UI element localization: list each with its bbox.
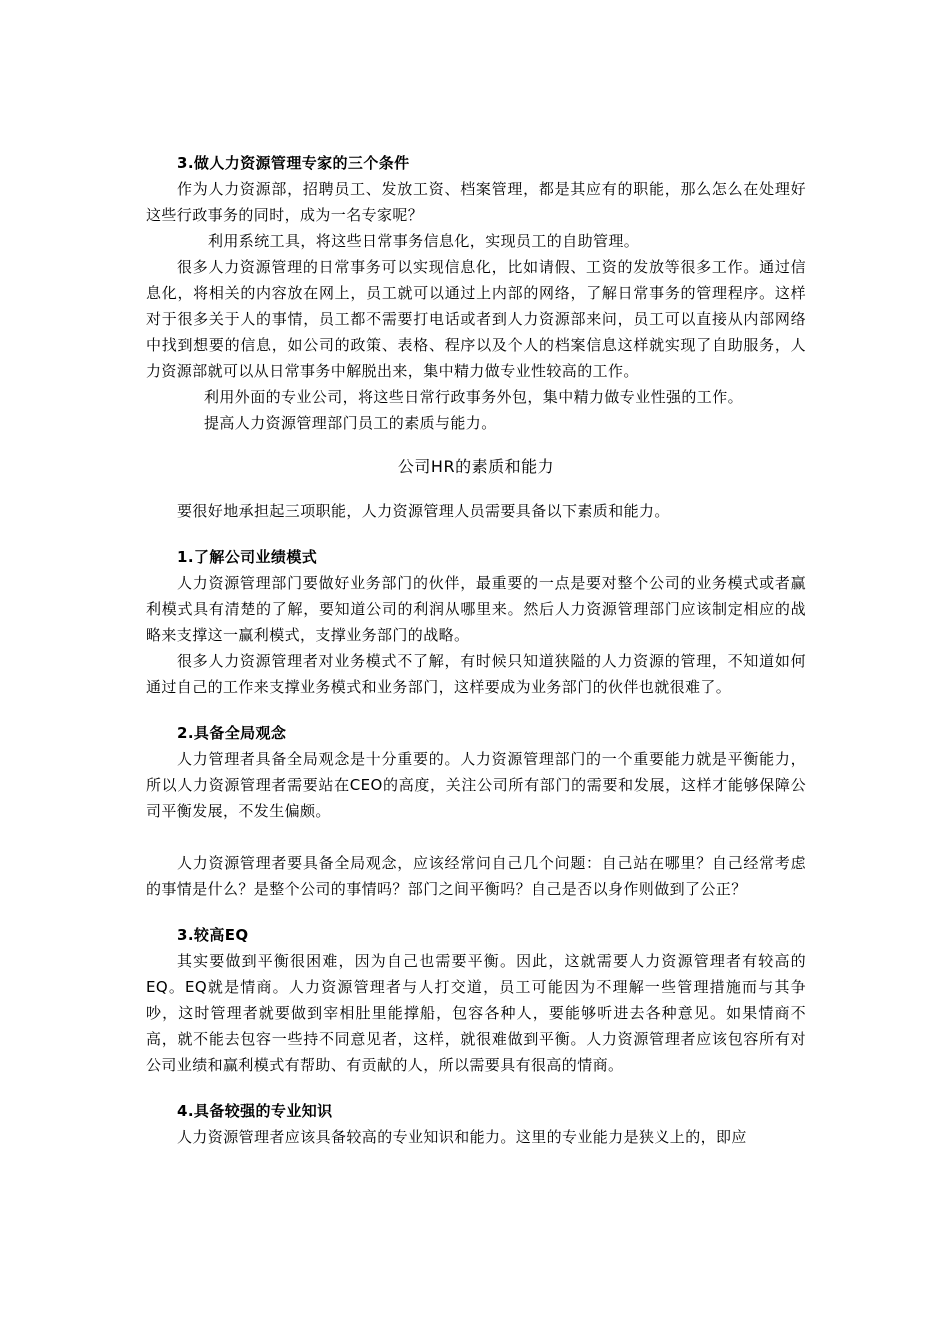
paragraph: 利用系统工具，将这些日常事务信息化，实现员工的自助管理。 (208, 232, 640, 250)
section-heading: 3.做人力资源管理专家的三个条件 (177, 154, 410, 172)
paragraph: 很多人力资源管理者对业务模式不了解，有时候只知道狭隘的人力资源的管理，不知道如何通过自己的工作来支撑业务模式和业务部门，这样要成为业务部门的伙伴也就很难了。 (146, 652, 806, 696)
paragraph: 人力管理者具备全局观念是十分重要的。人力资源管理部门的一个重要能力就是平衡能力，所以人力资源管理者需要站在CEO的高度，关注公司所有部门的需要和发展，这样才能够保障公司平衡发展，不发生偏颇。 (146, 750, 806, 820)
page-title: 公司HR的素质和能力 (397, 457, 555, 476)
section-heading: 2.具备全局观念 (177, 724, 287, 742)
paragraph: 人力资源管理者要具备全局观念，应该经常问自己几个问题：自己站在哪里？自己经常考虑的事情是什么？是整个公司的事情吗？部门之间平衡吗？自己是否以身作则做到了公正？ (146, 854, 806, 898)
paragraph: 要很好地承担起三项职能，人力资源管理人员需要具备以下素质和能力。 (177, 502, 670, 520)
paragraph: 人力资源管理部门要做好业务部门的伙伴，最重要的一点是要对整个公司的业务模式或者赢利模式具有清楚的了解，要知道公司的利润从哪里来。然后人力资源管理部门应该制定相应的战略来支撑这一赢利模式，支撑业务部门的战略。 (146, 574, 806, 644)
paragraph: 人力资源管理者应该具备较高的专业知识和能力。这里的专业能力是狭义上的，即应 (177, 1128, 747, 1146)
document-body (146, 150, 806, 1150)
paragraph: 利用外面的专业公司，将这些日常行政事务外包，集中精力做专业性强的工作。 (204, 388, 744, 406)
section-heading: 4.具备较强的专业知识 (177, 1102, 333, 1120)
paragraph: 很多人力资源管理的日常事务可以实现信息化，比如请假、工资的发放等很多工作。通过信息化，将相关的内容放在网上，员工就可以通过上内部的网络，了解日常事务的管理程序。这样对于很多关于人的事情，员工都不需要打电话或者到人力资源部来问，员工可以直接从内部网络中找到想要的信息，如公司的政策、表格、程序以及个人的档案信息这样就实现了自助服务，人力资源部就可以从日常事务中解脱出来，集中精力做专业性较高的工作。 (146, 258, 806, 380)
section-heading: 1.了解公司业绩模式 (177, 548, 318, 566)
paragraph: 其实要做到平衡很困难，因为自己也需要平衡。因此，这就需要人力资源管理者有较高的EQ。EQ就是情商。人力资源管理者与人打交道，员工可能因为不理解一些管理措施而与其争吵，这时管理者就要做到宰相肚里能撑船，包容各种人，要能够听进去各种意见。如果情商不高，就不能去包容一些持不同意见者，这样，就很难做到平衡。人力资源管理者应该包容所有对公司业绩和赢利模式有帮助、有贡献的人，所以需要具有很高的情商。 (146, 952, 806, 1074)
paragraph: 提高人力资源管理部门员工的素质与能力。 (204, 414, 497, 432)
section-heading: 3.较高EQ (177, 926, 249, 944)
paragraph: 作为人力资源部，招聘员工、发放工资、档案管理，都是其应有的职能，那么怎么在处理好这些行政事务的同时，成为一名专家呢？ (146, 180, 806, 224)
